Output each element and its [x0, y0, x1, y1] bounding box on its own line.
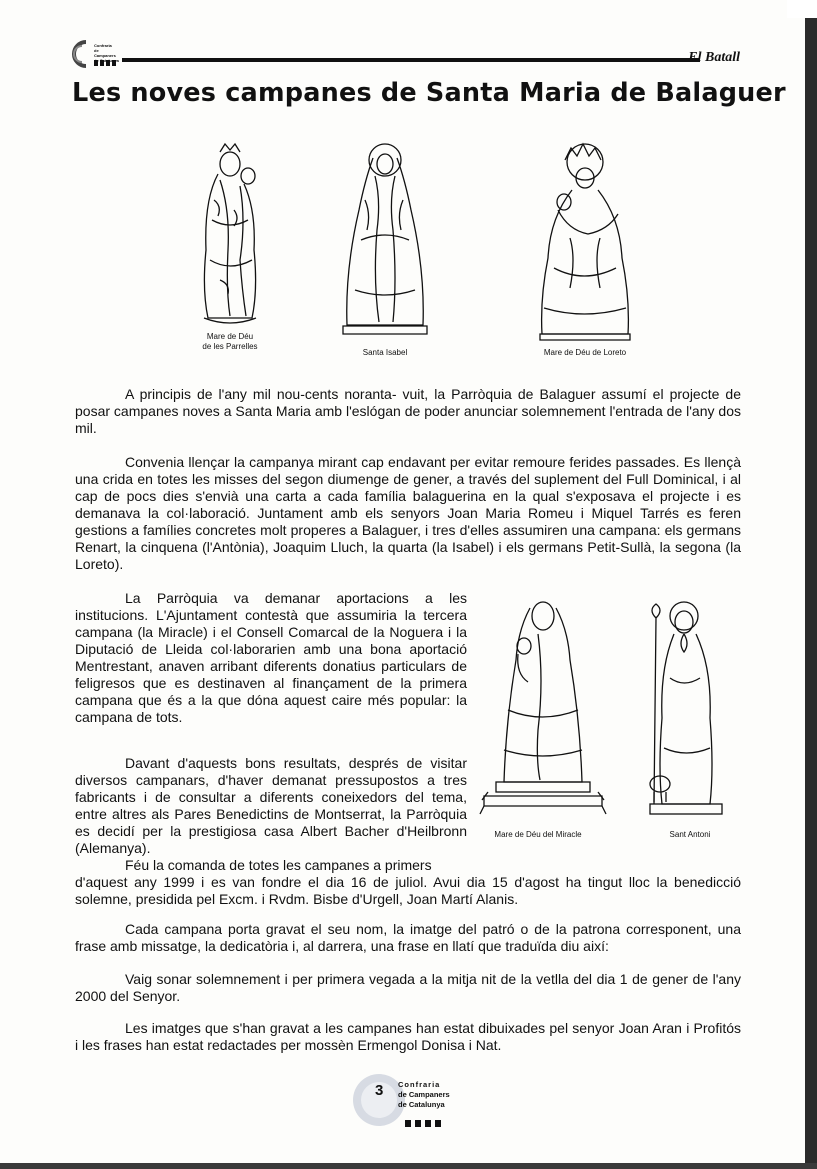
- logo-text: Confraria de Campaners de Catalunya: [94, 43, 119, 63]
- bell-org-logo-icon: [72, 38, 120, 68]
- paragraph-2: Convenia llençar la campanya mirant cap endavant per evitar remoure ferides passades. Es llençà una crida en totes les misses del segon diumenge de gener, a través del suplement del Full Dominical, i al cap de pocs dies s'envià una carta a cada família balaguerina en la qual s'exposava el projecte i es demanava la col·laboració. Juntament amb els senyors Joan Maria Romeu i Miquel Tarrés es feren gestions a famílies concretes molt properes a Balaguer, i tres d'elles assumiren una campana: els germans Renart, la cinquena (l'Antònia), Joaquim Lluch, la quarta (la Isabel) i els germans Petit-Sullà, la segona (la Loreto).: [75, 454, 741, 572]
- paragraph-3: La Parròquia va demanar aportacions a les institucions. L'Ajuntament contestà que assumiria la tercera campana (la Miracle) i el Consell Comarcal de la Noguera i la Diputació de Lleida col·laborarien amb una bona aportació Mentrestant, anaven arribant diferents donatius particulars de feligresos que es destinaven al finançament de la primera campana que és a la que dóna aquest caire més popular: la campana de tots.: [75, 590, 467, 725]
- paragraph-4: Davant d'aquests bons resultats, després de visitar diversos campanars, d'haver demanat pressupostos a tres fabricants i de consultar a diferents coneixedors del tema, entre altres als Pares Benedictins de Montserrat, la Parròquia es decidí per la prestigiosa casa Albert Bacher d'Heilbronn (Alemanya).: [75, 755, 467, 856]
- paragraph-5-start: Féu la comanda de totes les campanes a primers: [125, 857, 432, 873]
- scan-border-right: [805, 0, 817, 1169]
- figure-sant-antoni: [640, 598, 730, 820]
- figure-mare-deu-loreto: [530, 138, 640, 343]
- page-header: [72, 38, 740, 68]
- figure-caption: Santa Isabel: [362, 348, 408, 357]
- figure-caption: Mare de Déu del Miracle: [494, 830, 582, 839]
- footer-org-name: Confraria de Campaners de Catalunya: [398, 1080, 450, 1109]
- paragraph-6: Cada campana porta gravat el seu nom, la imatge del patró o de la patrona corresponent, una frase amb missatge, la dedicatòria i, al darrera, una frase en llatí que traduïda diu així:: [75, 921, 741, 954]
- scan-border-top: [787, 0, 817, 18]
- scan-border-bottom: [0, 1163, 817, 1169]
- figure-santa-isabel: [335, 140, 435, 340]
- figure-mare-deu-miracle: [478, 590, 608, 822]
- page-number: 3: [375, 1082, 384, 1099]
- figure-caption: Mare de Déu de les Parrelles: [202, 332, 258, 351]
- article-title: Les noves campanes de Santa Maria de Balaguer: [72, 78, 786, 108]
- header-rule: [122, 58, 700, 62]
- paragraph-8: Les imatges que s'han gravat a les campanes han estat dibuixades pel senyor Joan Aran i Profitós i les frases han estat redactades per mossèn Ermengol Donisa i Nat.: [75, 1020, 741, 1053]
- paragraph-5-continuation: d'aquest any 1999 i es van fondre el dia 16 de juliol. Avui dia 15 d'agost ha tingut lloc la benedicció solemne, presidida pel Excm. i Rvdm. Bisbe d'Urgell, Joan Martí Alanis.: [75, 874, 741, 907]
- paragraph-7: Vaig sonar solemnement i per primera vegada a la mitja nit de la vetlla del dia 1 de gener de l'any 2000 del Senyor.: [75, 971, 741, 1004]
- figure-caption: Mare de Déu de Loreto: [543, 348, 627, 357]
- figure-mare-deu-parrelles: [190, 140, 270, 330]
- figure-caption: Sant Antoni: [669, 830, 711, 839]
- journal-name: El Batall: [688, 50, 740, 65]
- paragraph-1: A principis de l'any mil nou-cents noranta- vuit, la Parròquia de Balaguer assumí el projecte de posar campanes noves a Santa Maria amb l'eslógan de poder anunciar solemnement l'entrada de l'any dos mil.: [75, 386, 741, 436]
